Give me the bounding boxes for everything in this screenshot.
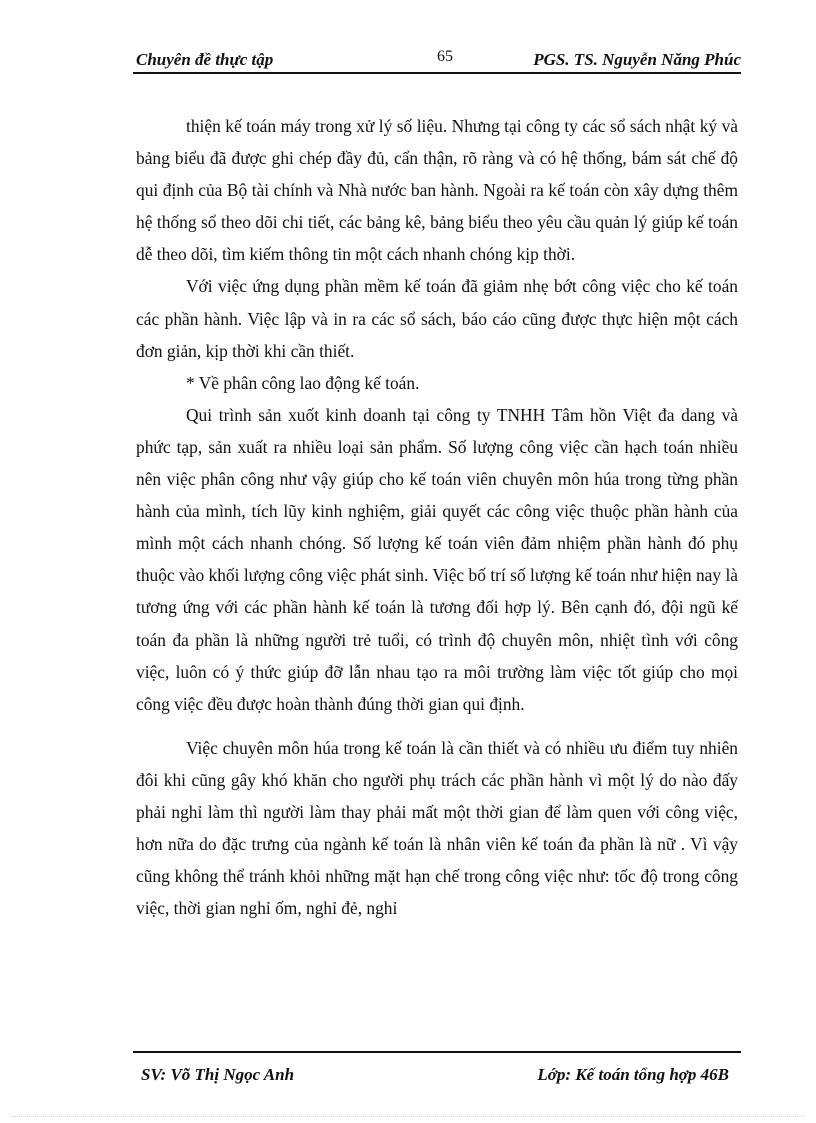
paragraph-5: Việc chuyên môn húa trong kế toán là cần thiết và có nhiều ưu điểm tuy nhiên đôi khi cũng gây khó khăn cho người phụ trách các phần hành vì một lý do nào đấy phải nghỉ làm thì người làm thay phải mất một thời gian để làm quen với công việc, hơn nữa do đặc trưng của ngành kế toán là nhân viên kế toán đa phần là nữ . Vì vậy cũng không thể tránh khỏi những mặt hạn chế trong công việc như: tốc độ trong công việc, thời gian nghỉ ốm, nghỉ đẻ, nghỉ: [136, 737, 738, 919]
footer-student: SV: Võ Thị Ngọc Anh: [141, 1065, 295, 1084]
paragraph-3: * Về phân công lao động kế toán.: [186, 372, 420, 393]
header-title: Chuyên đề thực tập: [136, 50, 274, 69]
page-number: 65: [437, 48, 453, 65]
page-header: [133, 48, 741, 74]
header-author: PGS. TS. Nguyễn Năng Phúc: [533, 50, 741, 69]
paragraph-1: thiện kế toán máy trong xử lý số liệu. Nhưng tại công ty các sổ sách nhật ký và bảng biểu đã được ghi chép đầy đủ, cẩn thận, rõ ràng và có hệ thống, bám sát chế độ qui định của Bộ tài chính và Nhà nước ban hành. Ngoài ra kế toán còn xây dựng thêm hệ thống sổ theo dõi chi tiết, các bảng kê, bảng biểu theo yêu cầu quản lý giúp kế toán dễ theo dõi, tìm kiếm thông tin một cách nhanh chóng kịp thời.: [136, 116, 738, 265]
page-edge-divider: [12, 1116, 804, 1117]
page-footer: [133, 1051, 741, 1087]
footer-class: Lớp: Kế toán tổng hợp 46B: [537, 1065, 729, 1084]
paragraph-4: Qui trình sản xuốt kinh doanh tại công ty TNHH Tâm hồn Việt đa dang và phức tạp, sản xuất ra nhiều loại sản phẩm. Số lượng công việc cần hạch toán nhiều nên việc phân công như vậy giúp cho kế toán viên chuyên môn húa trong từng phần hành của mình, tích lũy kinh nghiệm, giải quyết các công việc thuộc phần hành của mình một cách nhanh chóng. Số lượng kế toán viên đảm nhiệm phần hành đó phụ thuộc vào khối lượng công việc phát sinh. Việc bố trí số lượng kế toán như hiện nay là tương ứng với các phần hành kế toán là tương đối hợp lý. Bên cạnh đó, đội ngũ kế toán đa phần là những người trẻ tuổi, có trình độ chuyên môn, nhiệt tình với công việc, luôn có ý thức giúp đỡ lẫn nhau tạo ra môi trường làm việc tốt giúp cho mọi công việc đều được hoàn thành đúng thời gian qui định.: [136, 404, 738, 714]
body-text: [136, 110, 738, 924]
paragraph-2: Với việc ứng dụng phần mềm kế toán đã giảm nhẹ bớt công việc cho kế toán các phần hành. Việc lập và in ra các sổ sách, báo cáo cũng được thực hiện một cách đơn giản, kịp thời khi cần thiết.: [136, 276, 738, 361]
